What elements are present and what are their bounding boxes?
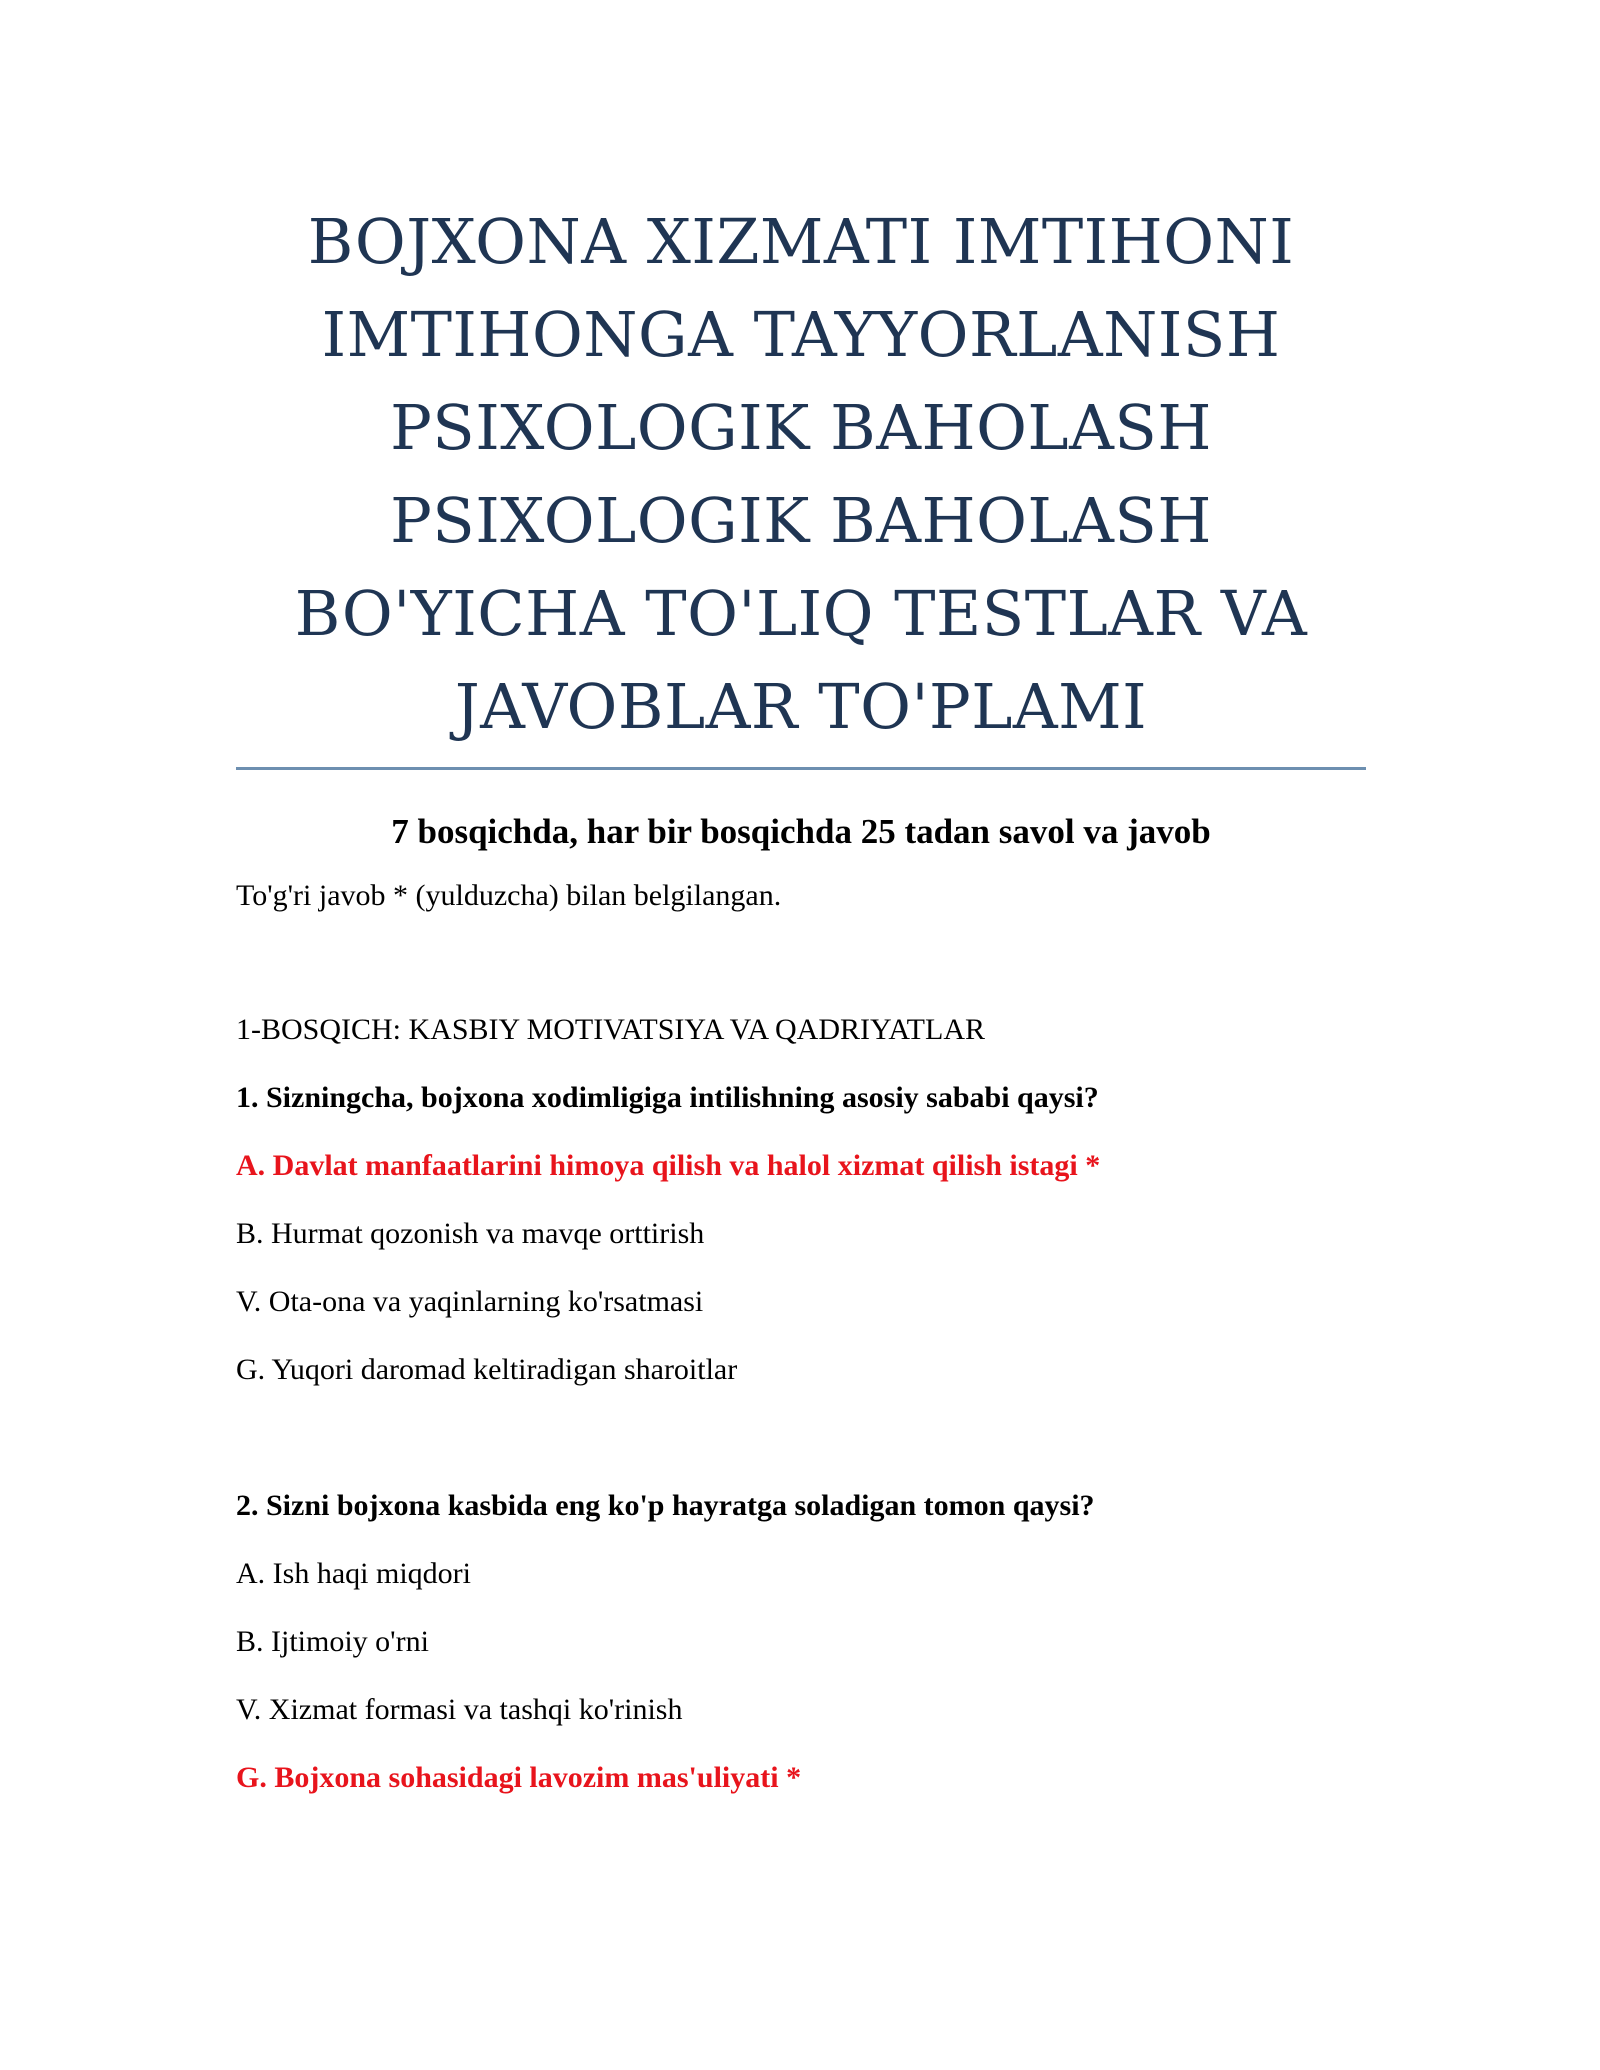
answer-option-correct: A. Davlat manfaatlarini himoya qilish va halol xizmat qilish istagi *: [236, 1149, 1101, 1182]
answer-option-correct: G. Bojxona sohasidagi lavozim mas'uliyati *: [236, 1761, 802, 1794]
answer-option: A. Ish haqi miqdori: [236, 1557, 471, 1590]
title-line: JAVOBLAR TO'PLAMI: [454, 670, 1148, 743]
question-text: 1. Sizningcha, bojxona xodimligiga intilishning asosiy sababi qaysi?: [236, 1081, 1099, 1114]
answer-option: V. Ota-ona va yaqinlarning ko'rsatmasi: [236, 1285, 704, 1318]
document-subtitle: 7 bosqichda, har bir bosqichda 25 tadan savol va javob: [391, 812, 1211, 851]
title-line: PSIXOLOGIK BAHOLASH: [390, 391, 1212, 464]
title-line: BO'YICHA TO'LIQ TESTLAR VA: [294, 577, 1308, 650]
document-title: [236, 195, 1366, 753]
document-page: [236, 195, 1366, 1798]
answer-key-note: To'g'ri javob * (yulduzcha) bilan belgilangan.: [236, 879, 782, 912]
title-line: BOJXONA XIZMATI IMTIHONI: [307, 205, 1295, 278]
title-divider: [236, 767, 1366, 770]
title-line: IMTIHONGA TAYYORLANISH: [321, 298, 1281, 371]
question-block-1: [236, 1078, 1366, 1390]
question-block-2: [236, 1486, 1366, 1798]
answer-option: B. Hurmat qozonish va mavqe orttirish: [236, 1217, 705, 1250]
question-text: 2. Sizni bojxona kasbida eng ko'p hayratga soladigan tomon qaysi?: [236, 1489, 1095, 1522]
section-heading: 1-BOSQICH: KASBIY MOTIVATSIYA VA QADRIYATLAR: [236, 1013, 985, 1046]
answer-option: V. Xizmat formasi va tashqi ko'rinish: [236, 1693, 683, 1726]
answer-option: G. Yuqori daromad keltiradigan sharoitlar: [236, 1353, 738, 1386]
title-line: PSIXOLOGIK BAHOLASH: [390, 484, 1212, 557]
answer-option: B. Ijtimoiy o'rni: [236, 1625, 429, 1658]
